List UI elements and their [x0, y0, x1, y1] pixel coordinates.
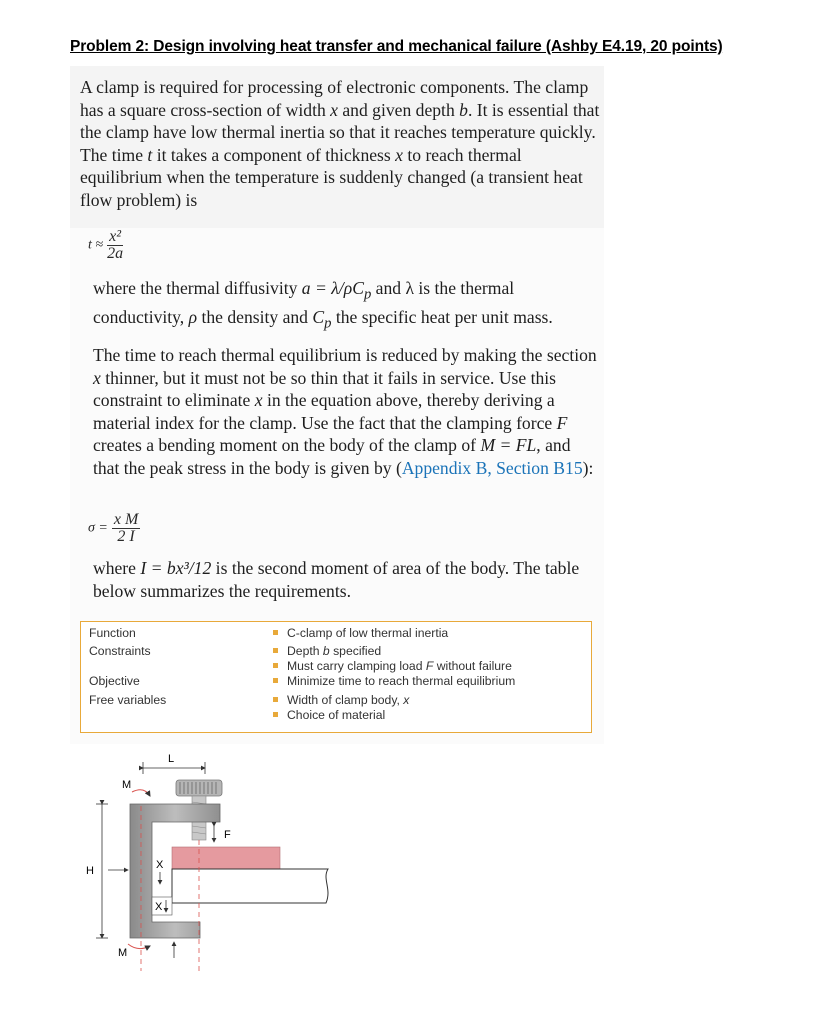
page-title: Problem 2: Design involving heat transfer and mechanical failure (Ashby E4.19, 20 points) — [70, 38, 723, 55]
label-x-top: X — [156, 859, 164, 871]
moment-paragraph: where I = bx³/12 is the second moment of area of the body. The table below summarizes the requirements. — [93, 558, 580, 601]
objective-label: Objective — [89, 674, 140, 688]
label-m-top: M — [122, 779, 132, 791]
constraint-load: Must carry clamping load F without failure — [273, 659, 512, 673]
intro-paragraph: A clamp is required for processing of electronic components. The clamp has a square cross-section of width x and given depth b. It is essential that the clamp have low thermal inertia so that it reaches temperature quickly. The time t it takes a component of thickness x to reach thermal equilibrium when the temperature is suddenly changed (a transient heat flow problem) is — [80, 77, 600, 210]
bullet-icon — [273, 630, 278, 635]
time-equation: t ≈ $\frac{\text{x²}}{2a}$ — [88, 228, 124, 262]
c-clamp-figure — [80, 746, 370, 976]
function-label: Function — [89, 626, 136, 640]
constraint-depth: Depth b specified — [273, 644, 381, 658]
bullet-icon — [273, 712, 278, 717]
bullet-icon — [273, 663, 278, 668]
constraints-label: Constraints — [89, 644, 151, 658]
eq2-numerator: x M — [113, 511, 139, 528]
bullet-icon — [273, 648, 278, 653]
bullet-icon — [273, 697, 278, 702]
appendix-link[interactable]: Appendix B, Section B15 — [401, 457, 583, 478]
label-x-bottom: X — [155, 901, 163, 913]
label-f: F — [224, 829, 231, 841]
eq1-denominator: 2a — [107, 245, 124, 262]
free-variables-label: Free variables — [89, 693, 167, 707]
requirements-table — [80, 621, 592, 733]
eq2-denominator: 2 I — [117, 528, 135, 545]
clamp-pad — [172, 847, 280, 869]
free-variable-material: Choice of material — [273, 708, 385, 722]
stress-equation: σ = $\frac{\text{x M}}{2 I}$ — [88, 511, 139, 545]
workpiece — [172, 869, 328, 903]
screw-knob — [176, 780, 222, 796]
diffusivity-paragraph: where the thermal diffusivity $a = \lambda/\rho C_p$ and λ is the thermal conductivity, ρ the density and $C_p$ the specific heat per unit mass. — [93, 278, 553, 332]
function-value: C-clamp of low thermal inertia — [273, 626, 448, 640]
free-variable-width: Width of clamp body, x — [273, 693, 409, 707]
label-h: H — [86, 865, 94, 877]
objective-value: Minimize time to reach thermal equilibrium — [273, 674, 515, 688]
label-m-bottom: M — [118, 947, 128, 959]
eq1-numerator: x² — [107, 229, 123, 246]
constraint-paragraph: The time to reach thermal equilibrium is reduced by making the section x thinner, but it must not be so thin that it fails in service. Use this constraint to eliminate x in the equation above, thereby deriving a material index for the clamp. Use the fact that the clamping force F creates a bending moment on the body of the clamp of M = FL, and that the peak stress in the body is given by (Appendix B, Section B15): — [93, 345, 597, 478]
label-l: L — [168, 753, 175, 765]
bullet-icon — [273, 678, 278, 683]
